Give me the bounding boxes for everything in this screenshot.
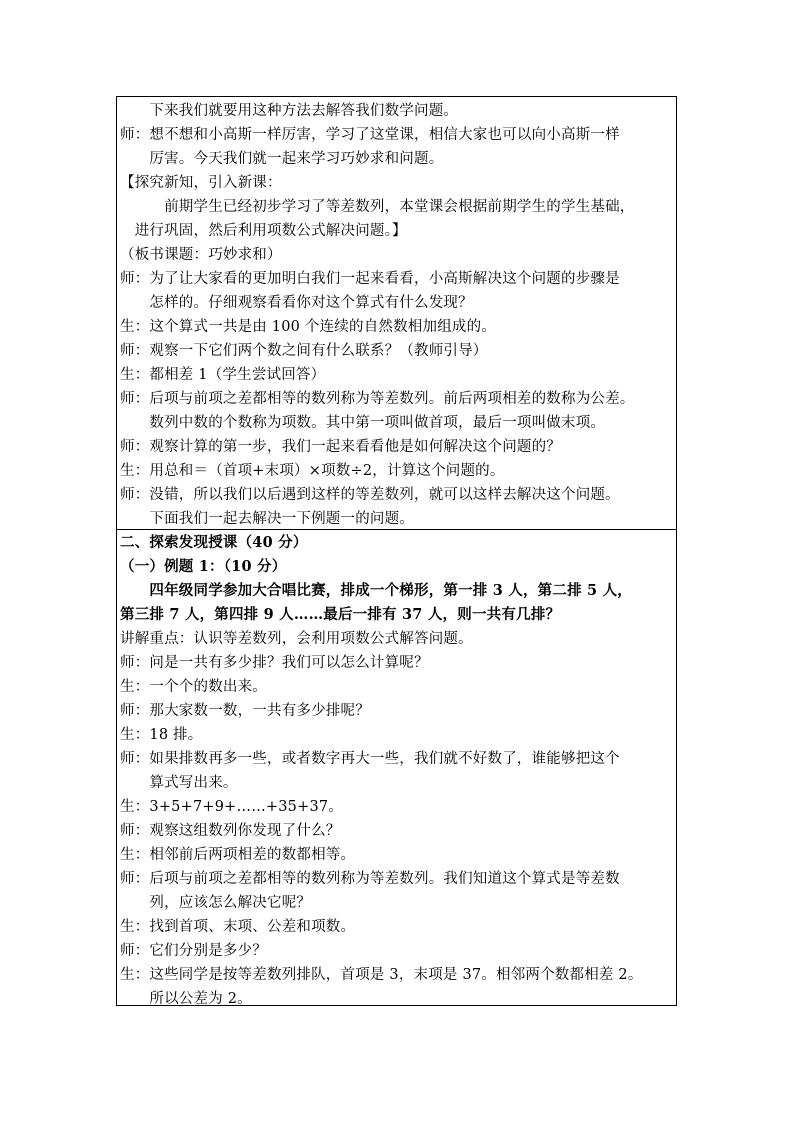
- cell2-text-line: 生：这些同学是按等差数列排队，首项是 3，末项是 37。相邻两个数都相差 2。: [120, 967, 643, 983]
- cell1-text-line: 师：观察计算的第一步，我们一起来看看他是如何解决这个问题的？: [120, 439, 561, 455]
- cell1-text-line: 数列中数的个数称为项数。其中第一项叫做首项，最后一项叫做末项。: [120, 415, 606, 431]
- cell-divider: [117, 529, 676, 530]
- cell2-text-line: 师：问是一共有多少排？我们可以怎么计算呢？: [120, 655, 429, 671]
- cell2-text-line: 第三排 7 人，第四排 9 人……最后一排有 37 人，则一共有几排？: [120, 606, 561, 623]
- cell1-text-line: （板书课题：巧妙求和）: [120, 247, 282, 263]
- cell1-text-line: 生：这个算式一共是由 100 个连续的自然数相加组成的。: [120, 319, 496, 335]
- cell1-text-line: 师：想不想和小高斯一样厉害，学习了这堂课，相信大家也可以向小高斯一样: [120, 127, 620, 143]
- cell2-text-line: 师：那大家数一数，一共有多少排呢？: [120, 703, 370, 719]
- cell2-text-line: 四年级同学参加大合唱比赛，排成一个梯形，第一排 3 人，第二排 5 人，: [120, 582, 632, 599]
- cell2-text-line: 生：相邻前后两项相差的数都相等。: [120, 847, 356, 863]
- cell1-text-line: 师：为了让大家看的更加明白我们一起来看看，小高斯解决这个问题的步骤是: [120, 271, 620, 287]
- cell2-text-line: 师：它们分别是多少？: [120, 943, 267, 959]
- cell2-text-line: 生：一个个的数出来。: [120, 679, 267, 695]
- cell2-text-line: 生：找到首项、末项、公差和项数。: [120, 919, 356, 935]
- cell1-text-line: 怎样的。仔细观察看看你对这个算式有什么发现？: [120, 295, 473, 311]
- cell1-text-line: 【探究新知，引入新课：: [120, 175, 282, 191]
- cell2-text-line: （一）例题 1：（10 分）: [120, 558, 287, 575]
- cell2-text-line: 师：如果排数再多一些，或者数字再大一些，我们就不好数了，谁能够把这个: [120, 751, 620, 767]
- cell2-text-line: 列，应该怎么解决它呢？: [120, 895, 312, 911]
- cell1-text-line: 师：没错，所以我们以后遇到这样的等差数列，就可以这样去解决这个问题。: [120, 487, 620, 503]
- cell1-text-line: 生：用总和＝（首项+末项）×项数÷2，计算这个问题的。: [120, 463, 505, 479]
- cell2-text-line: 算式写出来。: [120, 775, 238, 791]
- cell2-text-line: 生：3+5+7+9+……+35+37。: [120, 799, 343, 815]
- cell1-text-line: 前期学生已经初步学习了等差数列，本堂课会根据前期学生的学生基础，: [120, 199, 635, 215]
- cell2-text-line: 所以公差为 2。: [120, 991, 252, 1007]
- cell1-text-line: 下来我们就要用这种方法去解答我们数学问题。: [120, 103, 459, 119]
- cell2-text-line: 二、探索发现授课（40 分）: [120, 534, 308, 551]
- cell1-text-line: 进行巩固，然后利用项数公式解决问题。】: [120, 223, 407, 239]
- cell2-text-line: 讲解重点：认识等差数列，会利用项数公式解答问题。: [120, 631, 473, 647]
- cell2-text-line: 生：18 排。: [120, 727, 203, 743]
- cell1-text-line: 师：观察一下它们两个数之间有什么联系？（教师引导）: [120, 343, 488, 359]
- cell2-text-line: 师：观察这组数列你发现了什么？: [120, 823, 341, 839]
- cell1-text-line: 下面我们一起去解决一下例题一的问题。: [120, 511, 414, 527]
- cell1-text-line: 厉害。今天我们就一起来学习巧妙求和问题。: [120, 151, 444, 167]
- cell1-text-line: 师：后项与前项之差都相等的数列称为等差数列。前后两项相差的数称为公差。: [120, 391, 635, 407]
- cell2-text-line: 师：后项与前项之差都相等的数列称为等差数列。我们知道这个算式是等差数: [120, 871, 620, 887]
- lesson-table: [116, 96, 677, 1006]
- cell1-text-line: 生：都相差 1（学生尝试回答）: [120, 367, 326, 383]
